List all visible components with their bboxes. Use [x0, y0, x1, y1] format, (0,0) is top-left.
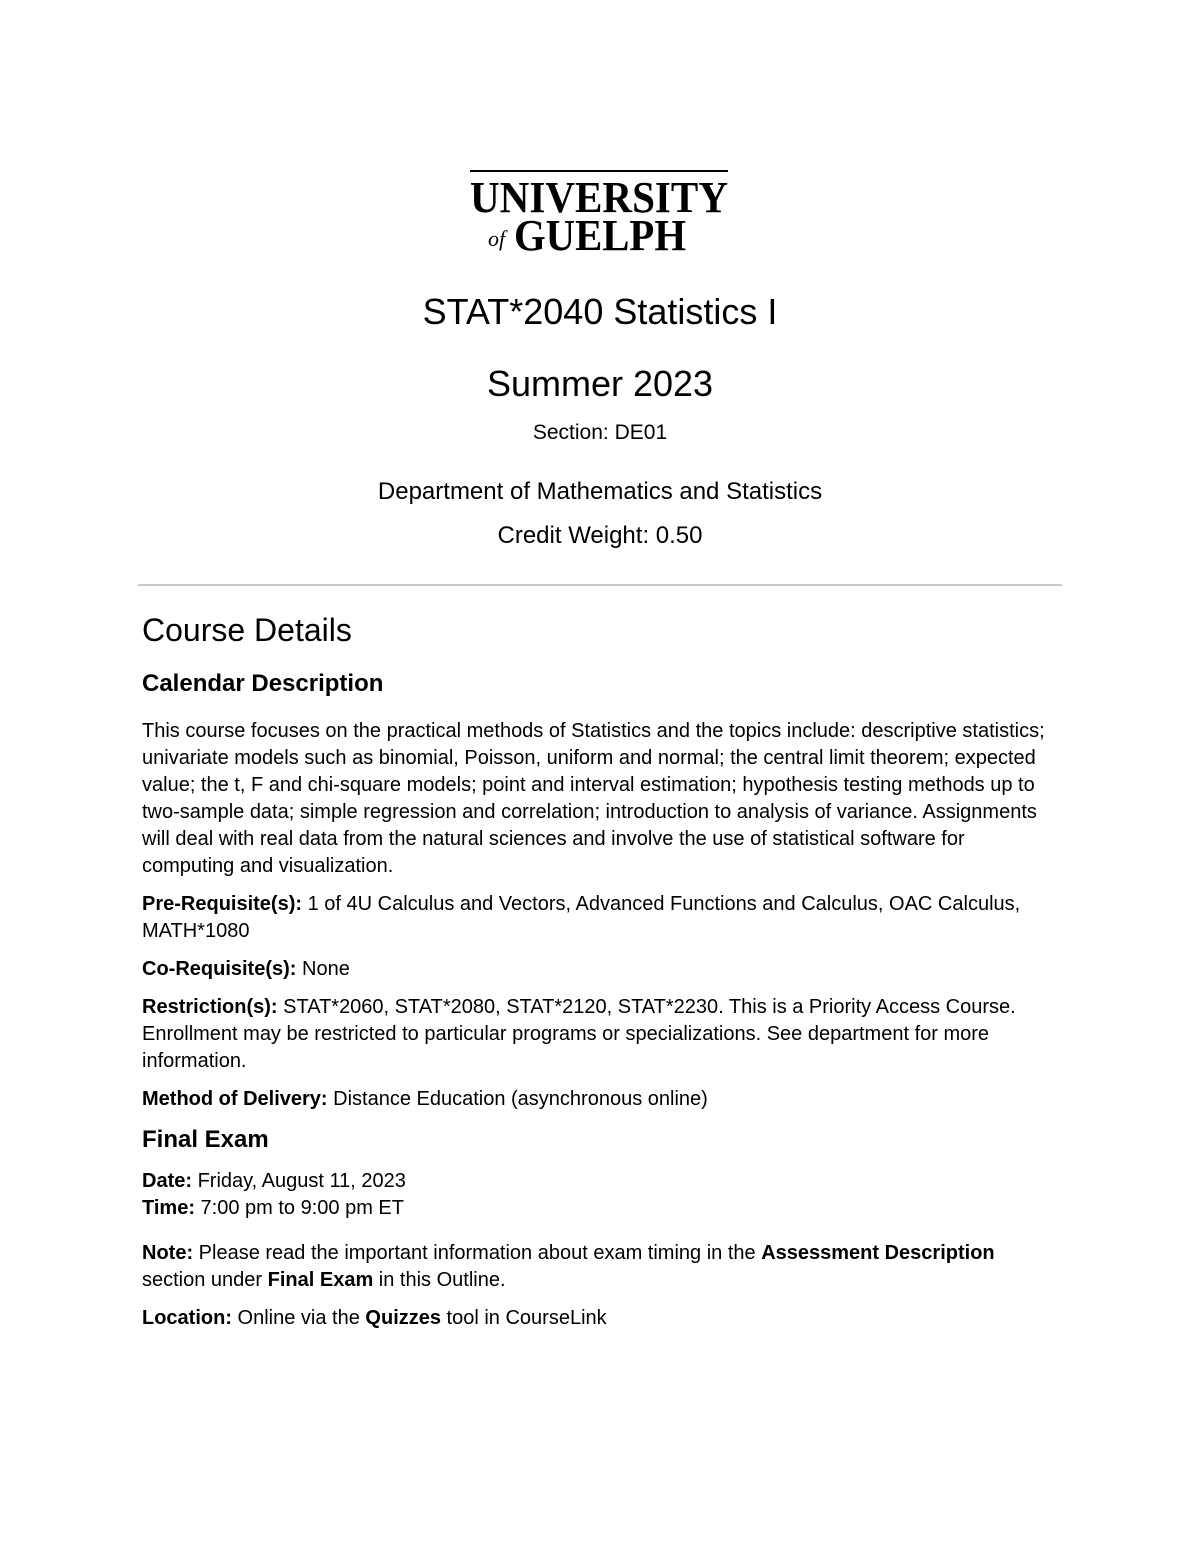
- restrictions-label: Restriction(s):: [142, 996, 278, 1018]
- corequisites-value: None: [296, 958, 350, 980]
- exam-date: [142, 1168, 1062, 1195]
- exam-note-text: in this Outline.: [373, 1269, 506, 1291]
- exam-location-text: Online via the: [232, 1307, 366, 1329]
- exam-date-value: Friday, August 11, 2023: [192, 1170, 406, 1192]
- logo-of: of: [488, 226, 506, 251]
- exam-note-text: section under: [142, 1269, 268, 1291]
- header-divider: [138, 584, 1062, 586]
- course-department: Department of Mathematics and Statistics: [377, 478, 823, 505]
- logo-line1: UNIVERSITY: [470, 173, 728, 222]
- course-details-section: [142, 610, 1062, 1332]
- final-exam-schedule: [142, 1168, 1062, 1222]
- corequisites: [142, 956, 1062, 983]
- prerequisites: [142, 891, 1062, 945]
- prerequisites-label: Pre-Requisite(s):: [142, 893, 303, 915]
- exam-location-label: Location:: [142, 1307, 232, 1329]
- exam-time-label: Time:: [142, 1197, 195, 1219]
- exam-note: [142, 1240, 1062, 1294]
- exam-note-assessment-description: Assessment Description: [761, 1242, 995, 1264]
- exam-note-final-exam: Final Exam: [267, 1269, 374, 1291]
- restrictions: [142, 994, 1062, 1075]
- prerequisites-value: 1 of 4U Calculus and Vectors, Advanced Functions and Calculus, OAC Calculus, MATH*1080: [142, 893, 1021, 942]
- course-credit-weight: Credit Weight: 0.50: [497, 522, 703, 549]
- course-term: Summer 2023: [486, 363, 714, 404]
- university-of-guelph-logo: [470, 168, 732, 260]
- exam-time: [142, 1195, 1062, 1222]
- exam-time-value: 7:00 pm to 9:00 pm ET: [194, 1197, 404, 1219]
- delivery-label: Method of Delivery:: [142, 1088, 328, 1110]
- logo-line2: GUELPH: [514, 211, 686, 260]
- calendar-description-text: This course focuses on the practical methods of Statistics and the topics include: descriptive statistics; univariate models such as binomial, Poisson, uniform and normal; the central limit theorem; expected value; the t, F and chi-square models; point and interval estimation; hypothesis testing methods up to two-sample data; simple regression and correlation; introduction to analysis of variance. Assignments will deal with real data from the natural sciences and involve the use of statistical software for computing and visualization.: [142, 720, 1045, 877]
- exam-date-label: Date:: [142, 1170, 193, 1192]
- exam-location: [142, 1305, 1062, 1332]
- exam-note-label: Note:: [142, 1242, 194, 1264]
- exam-location-text: tool in CourseLink: [441, 1307, 607, 1329]
- method-of-delivery: [142, 1086, 1062, 1113]
- restrictions-value: STAT*2060, STAT*2080, STAT*2120, STAT*2230. This is a Priority Access Course. Enrollment may be restricted to particular programs or specializations. See department for more information.: [142, 996, 1016, 1072]
- corequisites-label: Co-Requisite(s):: [142, 958, 297, 980]
- course-section: Section: DE01: [532, 421, 668, 444]
- exam-note-text: Please read the important information about exam timing in the: [193, 1242, 762, 1264]
- final-exam-heading: Final Exam: [142, 1126, 269, 1153]
- calendar-description-heading: Calendar Description: [142, 670, 384, 697]
- exam-location-quizzes: Quizzes: [365, 1307, 441, 1329]
- delivery-value: Distance Education (asynchronous online): [327, 1088, 708, 1110]
- course-title: STAT*2040 Statistics I: [422, 291, 778, 332]
- course-details-heading: Course Details: [142, 612, 352, 648]
